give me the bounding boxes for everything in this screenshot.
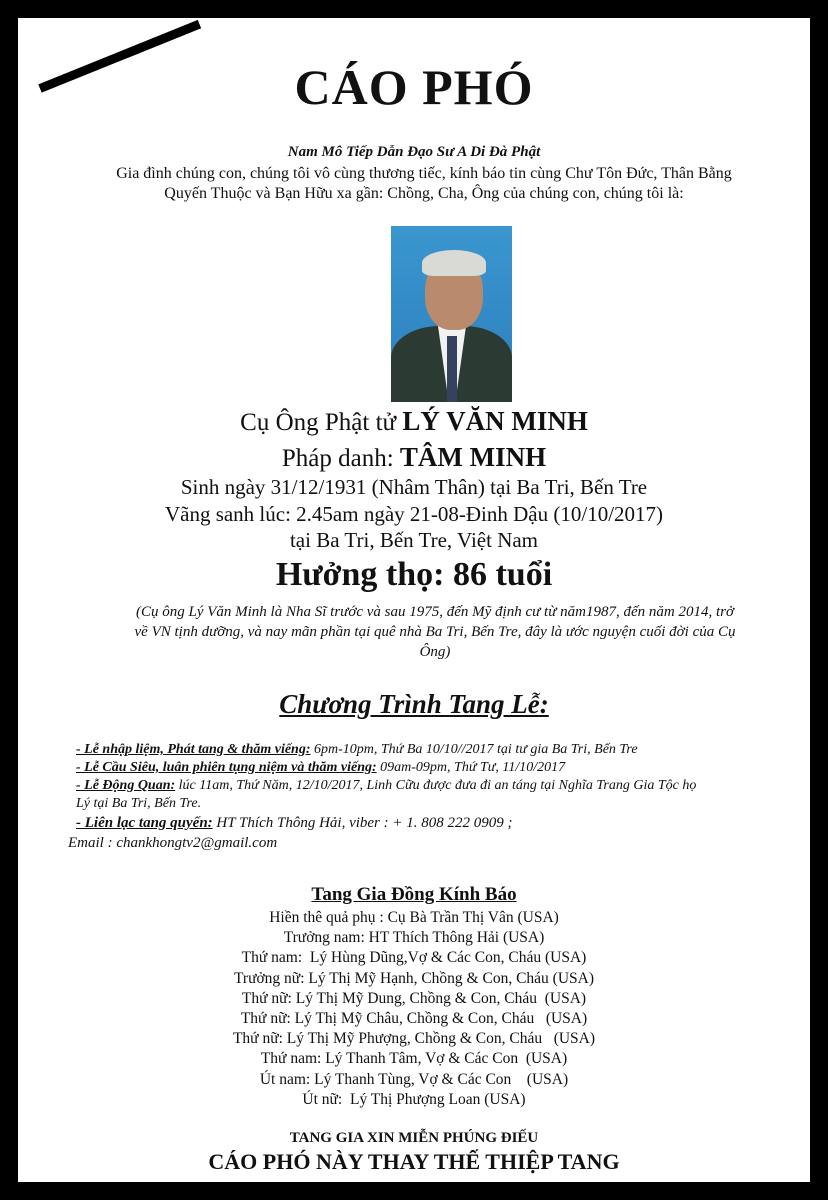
family-member: Thứ nam: Lý Hùng Dũng,Vợ & Các Con, Cháu (USA) xyxy=(241,949,587,967)
deceased-name xyxy=(18,406,810,437)
family-member: Út nữ: Lý Thị Phượng Loan (USA) xyxy=(302,1090,526,1108)
funeral-program-title: Chương Trình Tang Lễ: xyxy=(279,689,549,719)
age-at-death: Hưởng thọ: 86 tuổi xyxy=(275,556,553,593)
dharma-name xyxy=(18,442,810,473)
family-member: Hiền thê quả phụ : Cụ Bà Trần Thị Vân (USA) xyxy=(269,909,559,926)
schedule-item: - Lễ Động Quan: lúc 11am, Thứ Năm, 12/10/2017, Linh Cữu được đưa đi an táng tại Nghĩa Trang Gia Tộc họ xyxy=(76,778,697,793)
schedule-item: Lý tại Ba Tri, Bến Tre. xyxy=(76,796,202,811)
note-line: (Cụ ông Lý Văn Minh là Nha Sĩ trước và sau 1975, đến Mỹ định cư từ năm1987, đến năm 2014, trở xyxy=(135,604,734,620)
contact-email: Email : chankhongtv2@gmail.com xyxy=(68,835,278,851)
family-member: Út nam: Lý Thanh Tùng, Vợ & Các Con (USA) xyxy=(259,1070,569,1088)
intro-line: Quyến Thuộc và Bạn Hữu xa gần: Chồng, Cha, Ông của chúng con, chúng tôi là: xyxy=(164,185,684,202)
name-prefix: Cụ Ông Phật tử xyxy=(240,409,403,436)
family-title: Tang Gia Đồng Kính Báo xyxy=(311,884,517,905)
family-member: Thứ nữ: Lý Thị Mỹ Dung, Chồng & Con, Cháu (USA) xyxy=(241,989,587,1007)
replaces-invitation-note: CÁO PHÓ NÀY THAY THẾ THIỆP TANG xyxy=(208,1149,620,1174)
dharma-prefix: Pháp danh: xyxy=(281,445,400,472)
family-member: Thứ nữ: Lý Thị Mỹ Châu, Chồng & Con, Cháu (USA) xyxy=(240,1010,588,1028)
buddhist-invocation: Nam Mô Tiếp Dẫn Đạo Sư A Di Đà Phật xyxy=(287,144,541,160)
birth-info: Sinh ngày 31/12/1931 (Nhâm Thân) tại Ba Tri, Bến Tre xyxy=(180,475,648,499)
passing-place: tại Ba Tri, Bến Tre, Việt Nam xyxy=(289,528,539,552)
page-title: CÁO PHÓ xyxy=(294,59,534,115)
schedule-item: - Lễ nhập liệm, Phát tang & thăm viếng: 6pm-10pm, Thứ Ba 10/10//2017 tại tư gia Ba Tri, Bến Tre xyxy=(76,742,638,757)
note-line: về VN tịnh dưỡng, và nay mãn phần tại quê nhà Ba Tri, Bến Tre, đây là ước nguyện cuối đời của Cụ xyxy=(134,624,736,640)
intro-text xyxy=(98,164,750,204)
family-member: Trưởng nữ: Lý Thị Mỹ Hạnh, Chồng & Con, Cháu (USA) xyxy=(234,969,594,987)
intro-line: Gia đình chúng con, chúng tôi vô cùng thương tiếc, kính báo tin cùng Chư Tôn Đức, Thân Bằng xyxy=(116,165,732,182)
obituary-sheet xyxy=(18,18,810,1182)
note-line: Ông) xyxy=(419,644,451,660)
name-value: LÝ VĂN MINH xyxy=(402,406,588,436)
family-member: Trưởng nam: HT Thích Thông Hải (USA) xyxy=(283,929,545,947)
contact-info: - Liên lạc tang quyến: HT Thích Thông Hải, viber : + 1. 808 222 0909 ; xyxy=(76,815,513,831)
funeral-schedule xyxy=(68,741,782,853)
dharma-value: TÂM MINH xyxy=(399,442,547,472)
family-members xyxy=(18,908,810,1110)
biography-note xyxy=(90,602,780,662)
family-member: Thứ nữ: Lý Thị Mỹ Phượng, Chồng & Con, Cháu (USA) xyxy=(232,1030,596,1048)
schedule-item: - Lễ Cầu Siêu, luân phiên tụng niệm và thăm viếng: 09am-09pm, Thứ Tư, 11/10/2017 xyxy=(76,760,566,775)
no-condolence-gifts-note: TANG GIA XIN MIỄN PHÚNG ĐIẾU xyxy=(289,1130,539,1146)
passing-info: Vãng sanh lúc: 2.45am ngày 21-08-Đinh Dậu (10/10/2017) xyxy=(164,502,664,526)
family-member: Thứ nam: Lý Thanh Tâm, Vợ & Các Con (USA) xyxy=(260,1050,568,1068)
portrait-photo xyxy=(391,226,512,402)
